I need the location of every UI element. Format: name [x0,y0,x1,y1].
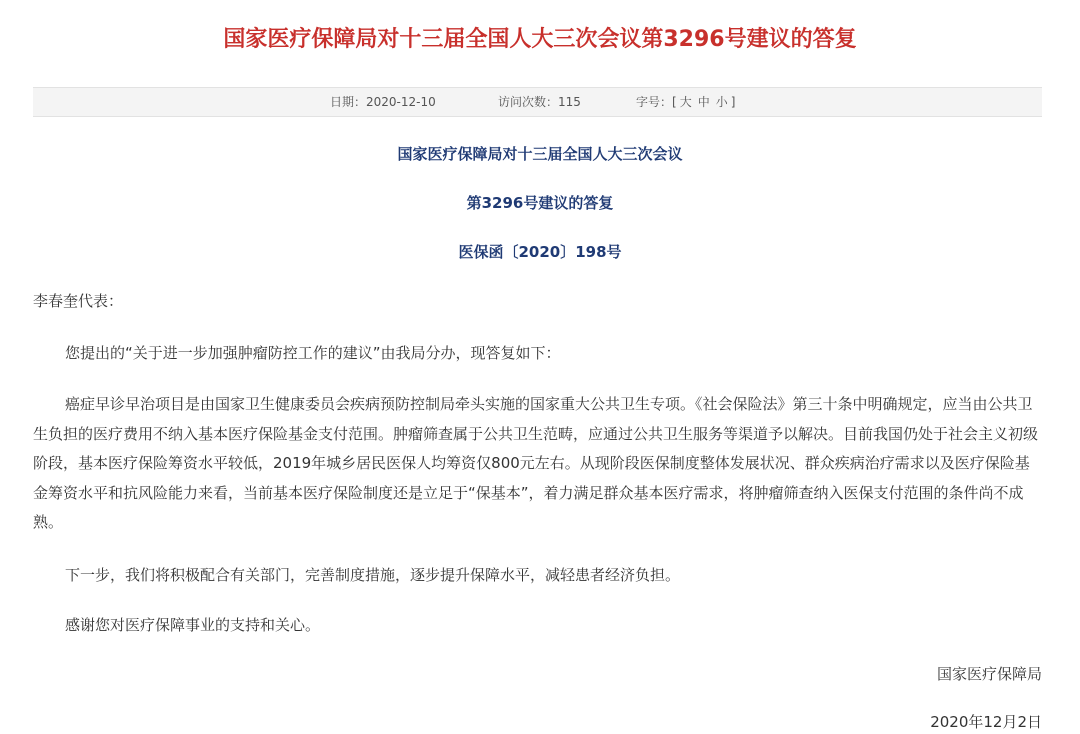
font-size-medium-link[interactable]: 中 [697,95,710,109]
paragraph: 您提出的“关于进一步加强肿瘤防控工作的建议”由我局分办，现答复如下： [65,344,561,362]
signature-date: 2020年12月2日 [930,713,1042,731]
publish-date: 日期：2020-12-10 [330,95,436,109]
visit-count: 访问次数：115 [498,95,581,109]
font-size-control: 字号：[ 大 中 小 ] [636,95,736,109]
paragraph: 下一步，我们将积极配合有关部门，完善制度措施，逐步提升保障水平，减轻患者经济负担。 [65,566,681,584]
signature-org: 国家医疗保障局 [936,665,1042,683]
paragraph: 感谢您对医疗保障事业的支持和关心。 [65,616,321,634]
font-size-large-link[interactable]: 大 [679,95,692,109]
heading-line-1: 国家医疗保障局对十三届全国人大三次会议 [397,145,683,163]
document-number: 医保函〔2020〕198号 [458,243,622,261]
meta-bar [33,87,1042,117]
heading-line-2: 第3296号建议的答复 [466,194,614,212]
paragraph: 癌症早诊早治项目是由国家卫生健康委员会疾病预防控制局牵头实施的国家重大公共卫生专项。《社会保险法》第三十条中明确规定，应当由公共卫生负担的医疗费用不纳入基本医疗保险基金支付范围。肿瘤筛查属于公共卫生范畴，应通过公共卫生服务等渠道予以解决。目前我国仍处于社会主义初级阶段，基本医疗保险筹资水平较低，2019年城乡居民医保人均筹资仅800元左右。从现阶段医保制度整体发展状况、群众疾病治疗需求以及医疗保险基金筹资水平和抗风险能力来看，当前基本医疗保险制度还是立足于“保基本”，着力满足群众基本医疗需求，将肿瘤筛查纳入医保支付范围的条件尚不成熟。 [33,395,1039,531]
addressee: 李春奎代表： [33,292,124,310]
page-title: 国家医疗保障局对十三届全国人大三次会议第3296号建议的答复 [223,27,857,52]
font-size-small-link[interactable]: 小 [715,95,728,109]
